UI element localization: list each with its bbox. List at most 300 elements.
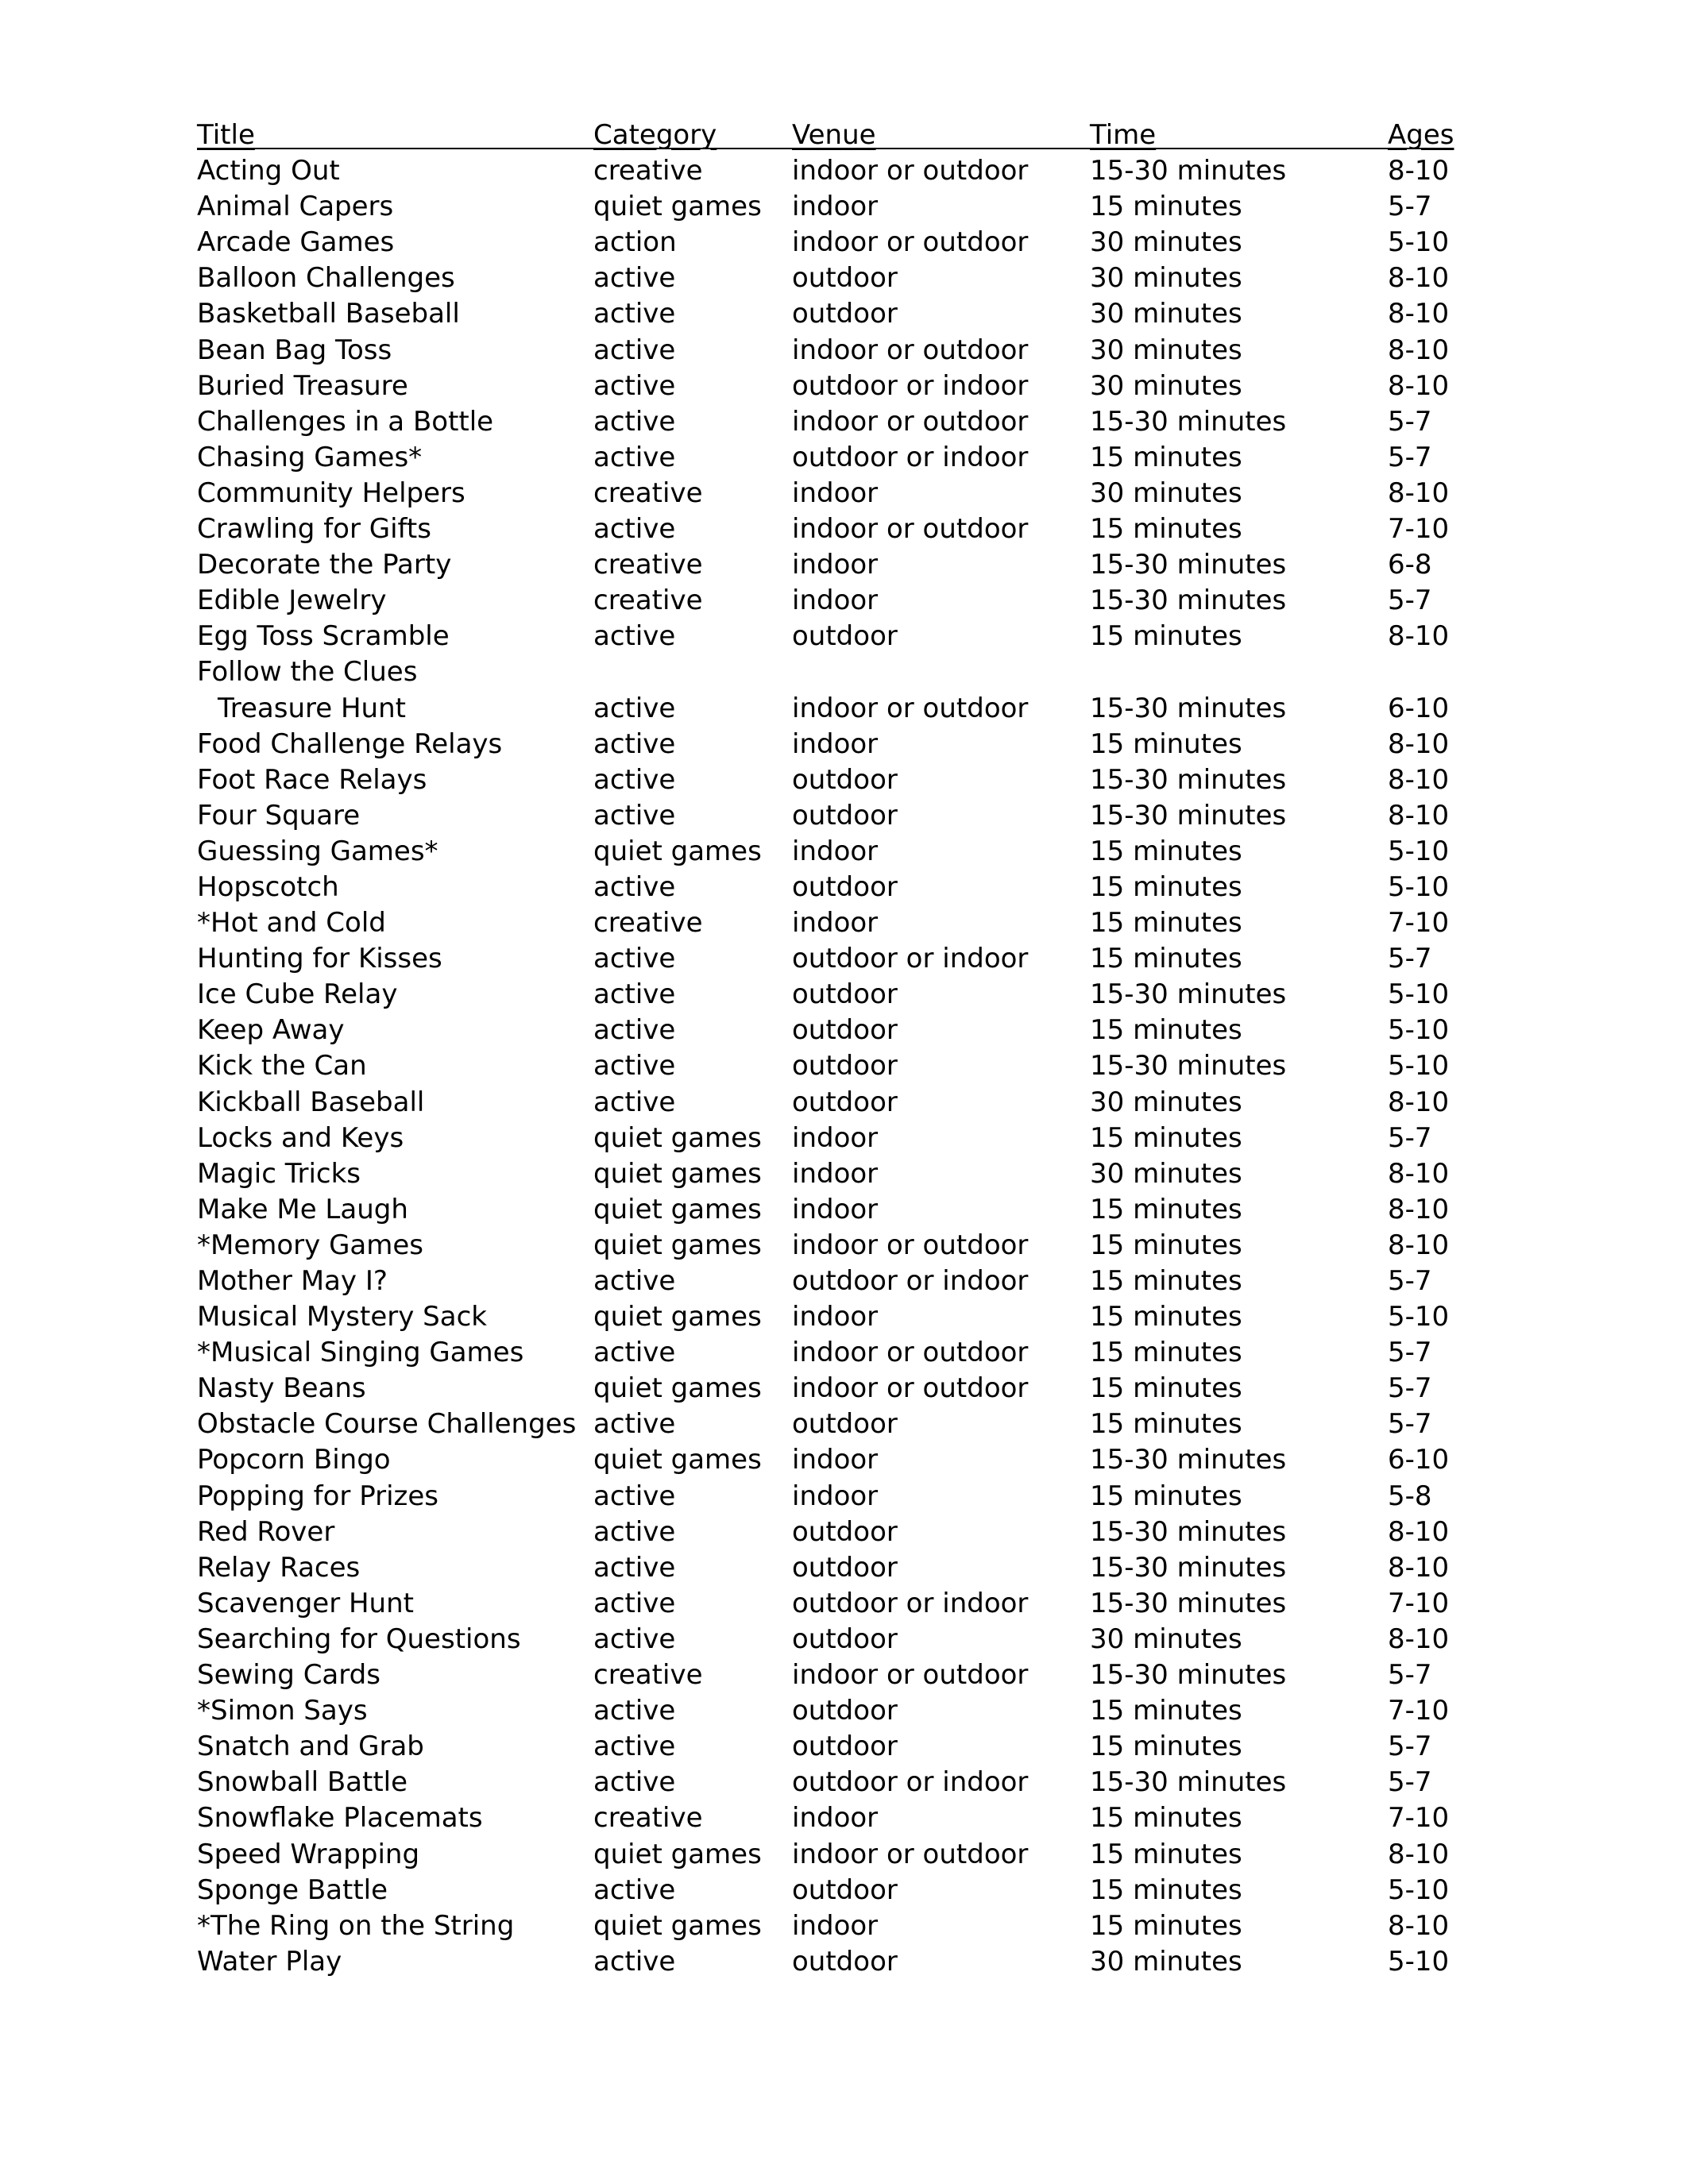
cell-category: action [593, 226, 677, 259]
cell-title: *Hot and Cold [197, 907, 386, 940]
cell-category: active [593, 1873, 676, 1906]
header-time: Time [1090, 119, 1157, 151]
cell-venue: indoor [792, 585, 879, 617]
cell-category: active [593, 1050, 676, 1082]
table-row [197, 333, 1452, 369]
cell-category: active [593, 978, 676, 1011]
cell-title: Snatch and Grab [197, 1731, 424, 1763]
cell-time: 30 minutes [1090, 298, 1242, 330]
cell-title: Hopscotch [197, 870, 339, 903]
cell-ages: 8-10 [1388, 1515, 1450, 1548]
cell-title: Kick the Can [197, 1050, 367, 1082]
cell-category: creative [593, 155, 703, 187]
cell-venue: outdoor or indoor [792, 369, 1029, 402]
cell-venue: outdoor [792, 620, 898, 653]
cell-category: active [593, 1695, 676, 1727]
cell-title: *Memory Games [197, 1229, 424, 1261]
cell-title: *The Ring on the String [197, 1909, 515, 1942]
cell-ages: 5-7 [1388, 405, 1432, 438]
cell-venue: indoor [792, 1480, 879, 1512]
cell-ages: 5-7 [1388, 1121, 1432, 1154]
cell-ages: 5-7 [1388, 1408, 1432, 1441]
cell-time: 15-30 minutes [1090, 585, 1287, 617]
cell-time: 30 minutes [1090, 1157, 1242, 1190]
table-row [197, 1657, 1452, 1693]
cell-ages: 8-10 [1388, 262, 1450, 295]
table-row [197, 905, 1452, 941]
cell-title: Obstacle Course Challenges [197, 1408, 577, 1441]
cell-title: Egg Toss Scramble [197, 620, 450, 653]
table-row [197, 1442, 1452, 1478]
cell-title: Hunting for Kisses [197, 943, 442, 975]
table-row [197, 369, 1452, 404]
cell-time: 15-30 minutes [1090, 1659, 1287, 1692]
cell-time: 15 minutes [1090, 441, 1242, 473]
cell-time: 15 minutes [1090, 1301, 1242, 1333]
cell-title: Decorate the Party [197, 549, 452, 581]
table-row [197, 511, 1452, 547]
cell-venue: indoor or outdoor [792, 1337, 1029, 1369]
cell-time: 15 minutes [1090, 1873, 1242, 1906]
cell-time: 15-30 minutes [1090, 1050, 1287, 1082]
cell-venue: indoor or outdoor [792, 513, 1029, 546]
cell-time: 15-30 minutes [1090, 1444, 1287, 1476]
cell-time: 15 minutes [1090, 1193, 1242, 1225]
cell-ages: 5-10 [1388, 226, 1450, 259]
cell-venue: indoor or outdoor [792, 1659, 1029, 1692]
table-row [197, 1299, 1452, 1335]
cell-ages: 5-7 [1388, 1731, 1432, 1763]
cell-ages: 7-10 [1388, 907, 1450, 940]
cell-time: 15 minutes [1090, 835, 1242, 867]
cell-time: 15 minutes [1090, 1265, 1242, 1297]
cell-title: Kickball Baseball [197, 1086, 425, 1118]
cell-title: Relay Races [197, 1551, 361, 1584]
cell-venue: outdoor [792, 1623, 898, 1655]
cell-category: creative [593, 585, 703, 617]
cell-title: Water Play [197, 1945, 342, 1978]
cell-ages: 8-10 [1388, 1086, 1450, 1118]
table-row [197, 1729, 1452, 1765]
cell-category: active [593, 441, 676, 473]
cell-ages: 8-10 [1388, 1551, 1450, 1584]
cell-time: 15 minutes [1090, 727, 1242, 760]
cell-category: active [593, 334, 676, 366]
cell-time: 15 minutes [1090, 1229, 1242, 1261]
table-row [197, 870, 1452, 905]
cell-venue: outdoor [792, 1086, 898, 1118]
cell-time: 15 minutes [1090, 943, 1242, 975]
cell-category: active [593, 298, 676, 330]
cell-ages: 5-10 [1388, 870, 1450, 903]
cell-venue: outdoor or indoor [792, 1265, 1029, 1297]
cell-category: active [593, 1337, 676, 1369]
cell-venue: indoor or outdoor [792, 334, 1029, 366]
cell-title: Food Challenge Relays [197, 727, 503, 760]
cell-time: 15 minutes [1090, 1337, 1242, 1369]
cell-venue: indoor [792, 191, 879, 223]
cell-time: 15-30 minutes [1090, 405, 1287, 438]
cell-venue: indoor [792, 549, 879, 581]
cell-title: Sponge Battle [197, 1873, 388, 1906]
cell-title: Acting Out [197, 155, 340, 187]
cell-ages: 5-10 [1388, 1301, 1450, 1333]
cell-time: 30 minutes [1090, 1623, 1242, 1655]
cell-title: Scavenger Hunt [197, 1587, 414, 1619]
cell-ages: 8-10 [1388, 1623, 1450, 1655]
cell-time: 15 minutes [1090, 191, 1242, 223]
cell-venue: indoor [792, 1301, 879, 1333]
cell-venue: indoor [792, 477, 879, 509]
cell-title: Ice Cube Relay [197, 978, 398, 1011]
cell-time: 15 minutes [1090, 870, 1242, 903]
cell-category: quiet games [593, 1301, 762, 1333]
cell-venue: indoor or outdoor [792, 1372, 1029, 1405]
table-row [197, 1085, 1452, 1121]
cell-category: active [593, 1623, 676, 1655]
table-row [197, 1550, 1452, 1586]
cell-time: 15 minutes [1090, 1802, 1242, 1835]
cell-title: Chasing Games* [197, 441, 423, 473]
cell-ages: 5-10 [1388, 835, 1450, 867]
cell-category: active [593, 727, 676, 760]
cell-venue: outdoor or indoor [792, 943, 1029, 975]
table-row [197, 583, 1452, 619]
cell-category: quiet games [593, 1909, 762, 1942]
cell-ages: 8-10 [1388, 298, 1450, 330]
cell-category: active [593, 262, 676, 295]
cell-category: quiet games [593, 191, 762, 223]
table-row [197, 1013, 1452, 1048]
cell-category: quiet games [593, 1372, 762, 1405]
cell-category: active [593, 1014, 676, 1047]
cell-time: 15 minutes [1090, 1014, 1242, 1047]
cell-ages: 5-10 [1388, 1945, 1450, 1978]
cell-venue: outdoor [792, 1731, 898, 1763]
cell-time: 15-30 minutes [1090, 1515, 1287, 1548]
cell-time: 30 minutes [1090, 1945, 1242, 1978]
table-row [197, 296, 1452, 332]
cell-category: active [593, 1731, 676, 1763]
cell-ages: 6-10 [1388, 692, 1450, 724]
cell-venue: outdoor [792, 1873, 898, 1906]
header-ages: Ages [1388, 119, 1454, 151]
cell-category: active [593, 692, 676, 724]
cell-category: active [593, 1480, 676, 1512]
cell-venue: indoor [792, 1802, 879, 1835]
cell-time: 30 minutes [1090, 369, 1242, 402]
cell-ages: 5-10 [1388, 978, 1450, 1011]
cell-title: Locks and Keys [197, 1121, 404, 1154]
table-row [197, 977, 1452, 1013]
table-row [197, 798, 1452, 834]
cell-title: Snowball Battle [197, 1766, 408, 1799]
cell-category: quiet games [593, 1838, 762, 1870]
table-header-row [197, 118, 1452, 153]
cell-category: quiet games [593, 835, 762, 867]
table-row [197, 1371, 1452, 1406]
table-row [197, 727, 1452, 762]
cell-title: Searching for Questions [197, 1623, 521, 1655]
cell-venue: outdoor [792, 870, 898, 903]
table-row [197, 1837, 1452, 1873]
cell-venue: indoor or outdoor [792, 1838, 1029, 1870]
cell-ages: 6-10 [1388, 1444, 1450, 1476]
cell-time: 15 minutes [1090, 1909, 1242, 1942]
table-row [197, 225, 1452, 260]
cell-venue: indoor or outdoor [792, 692, 1029, 724]
cell-time: 15 minutes [1090, 1121, 1242, 1154]
cell-title: Edible Jewelry [197, 585, 387, 617]
table-row [197, 404, 1452, 440]
cell-time: 15 minutes [1090, 1480, 1242, 1512]
cell-title: Popping for Prizes [197, 1480, 439, 1512]
table-row [197, 834, 1452, 870]
cell-ages: 5-10 [1388, 1873, 1450, 1906]
cell-ages: 8-10 [1388, 1838, 1450, 1870]
cell-time: 15-30 minutes [1090, 1587, 1287, 1619]
cell-ages: 8-10 [1388, 1229, 1450, 1261]
cell-venue: indoor [792, 1909, 879, 1942]
cell-category: quiet games [593, 1121, 762, 1154]
cell-title: Nasty Beans [197, 1372, 366, 1405]
cell-ages: 7-10 [1388, 513, 1450, 546]
cell-ages: 8-10 [1388, 1909, 1450, 1942]
cell-title: Buried Treasure [197, 369, 408, 402]
cell-category: quiet games [593, 1229, 762, 1261]
cell-title: Make Me Laugh [197, 1193, 408, 1225]
table-row [197, 1264, 1452, 1299]
cell-ages: 5-10 [1388, 1014, 1450, 1047]
cell-title: Speed Wrapping [197, 1838, 420, 1870]
cell-ages: 8-10 [1388, 1157, 1450, 1190]
cell-venue: outdoor or indoor [792, 441, 1029, 473]
cell-time: 15 minutes [1090, 1731, 1242, 1763]
cell-venue: outdoor [792, 1515, 898, 1548]
cell-ages: 8-10 [1388, 1193, 1450, 1225]
cell-venue: outdoor [792, 1014, 898, 1047]
table-row [197, 1765, 1452, 1800]
cell-category: active [593, 1945, 676, 1978]
cell-time: 15 minutes [1090, 513, 1242, 546]
cell-venue: indoor [792, 1193, 879, 1225]
cell-ages: 5-7 [1388, 1372, 1432, 1405]
table-body [197, 153, 1452, 1980]
cell-ages: 8-10 [1388, 334, 1450, 366]
cell-venue: indoor [792, 1121, 879, 1154]
cell-category: active [593, 1265, 676, 1297]
cell-title: Bean Bag Toss [197, 334, 392, 366]
cell-title: Challenges in a Bottle [197, 405, 494, 438]
cell-title: *Simon Says [197, 1695, 368, 1727]
cell-category: active [593, 1551, 676, 1584]
cell-ages: 6-8 [1388, 549, 1432, 581]
table-row [197, 1800, 1452, 1836]
table-row [197, 440, 1452, 476]
cell-ages: 8-10 [1388, 477, 1450, 509]
cell-time: 30 minutes [1090, 477, 1242, 509]
cell-category: quiet games [593, 1157, 762, 1190]
table-row [197, 547, 1452, 583]
cell-title: Magic Tricks [197, 1157, 361, 1190]
cell-time: 15 minutes [1090, 1372, 1242, 1405]
cell-ages: 5-7 [1388, 1766, 1432, 1799]
cell-venue: indoor [792, 727, 879, 760]
table-row [197, 691, 1452, 727]
cell-title: Basketball Baseball [197, 298, 460, 330]
cell-category: creative [593, 477, 703, 509]
cell-venue: outdoor [792, 1945, 898, 1978]
cell-time: 15-30 minutes [1090, 1766, 1287, 1799]
cell-category: active [593, 943, 676, 975]
table-row [197, 1873, 1452, 1908]
cell-category: creative [593, 1802, 703, 1835]
cell-time: 15 minutes [1090, 1695, 1242, 1727]
cell-ages: 5-7 [1388, 441, 1432, 473]
games-table [197, 118, 1452, 1980]
table-row [197, 1156, 1452, 1192]
cell-category: active [593, 870, 676, 903]
cell-category: active [593, 620, 676, 653]
cell-venue: indoor [792, 835, 879, 867]
cell-ages: 5-7 [1388, 1265, 1432, 1297]
cell-venue: outdoor [792, 978, 898, 1011]
cell-category: active [593, 763, 676, 796]
header-venue: Venue [792, 119, 876, 151]
table-row [197, 476, 1452, 511]
cell-category: creative [593, 907, 703, 940]
cell-time: 15-30 minutes [1090, 763, 1287, 796]
cell-time: 15-30 minutes [1090, 978, 1287, 1011]
cell-ages: 8-10 [1388, 763, 1450, 796]
table-row [197, 1479, 1452, 1515]
cell-venue: outdoor or indoor [792, 1587, 1029, 1619]
table-row [197, 1586, 1452, 1622]
cell-category: active [593, 1086, 676, 1118]
header-category: Category [593, 119, 717, 151]
cell-title: Mother May I? [197, 1265, 388, 1297]
table-row [197, 260, 1452, 296]
header-title: Title [197, 119, 255, 151]
cell-category: creative [593, 1659, 703, 1692]
cell-time: 15 minutes [1090, 907, 1242, 940]
cell-venue: outdoor [792, 799, 898, 832]
cell-venue: outdoor or indoor [792, 1766, 1029, 1799]
cell-ages: 8-10 [1388, 155, 1450, 187]
table-row [197, 1908, 1452, 1944]
cell-venue: indoor or outdoor [792, 405, 1029, 438]
cell-ages: 7-10 [1388, 1587, 1450, 1619]
cell-ages: 5-8 [1388, 1480, 1432, 1512]
cell-title: Treasure Hunt [218, 692, 406, 724]
cell-time: 15-30 minutes [1090, 549, 1287, 581]
cell-title: Foot Race Relays [197, 763, 427, 796]
cell-title: Follow the Clues [197, 656, 418, 689]
cell-ages: 5-7 [1388, 1337, 1432, 1369]
cell-venue: indoor [792, 907, 879, 940]
cell-title: Guessing Games* [197, 835, 438, 867]
cell-time: 15 minutes [1090, 1838, 1242, 1870]
table-row [197, 1515, 1452, 1550]
table-row [197, 189, 1452, 225]
table-row [197, 1406, 1452, 1442]
cell-venue: outdoor [792, 1551, 898, 1584]
cell-category: active [593, 1587, 676, 1619]
cell-time: 15-30 minutes [1090, 155, 1287, 187]
cell-ages: 8-10 [1388, 799, 1450, 832]
cell-category: active [593, 405, 676, 438]
cell-title: Musical Mystery Sack [197, 1301, 487, 1333]
cell-title: Four Square [197, 799, 361, 832]
cell-venue: outdoor [792, 763, 898, 796]
cell-time: 15 minutes [1090, 1408, 1242, 1441]
cell-ages: 7-10 [1388, 1695, 1450, 1727]
cell-category: active [593, 1515, 676, 1548]
cell-title: Balloon Challenges [197, 262, 455, 295]
cell-title: Community Helpers [197, 477, 465, 509]
table-row [197, 1693, 1452, 1729]
cell-time: 30 minutes [1090, 334, 1242, 366]
table-row [197, 1048, 1452, 1084]
cell-category: quiet games [593, 1193, 762, 1225]
table-row [197, 1335, 1452, 1371]
cell-time: 30 minutes [1090, 226, 1242, 259]
cell-ages: 8-10 [1388, 620, 1450, 653]
cell-time: 30 minutes [1090, 262, 1242, 295]
cell-ages: 5-7 [1388, 585, 1432, 617]
cell-ages: 5-7 [1388, 1659, 1432, 1692]
cell-time: 15-30 minutes [1090, 1551, 1287, 1584]
cell-venue: outdoor [792, 1695, 898, 1727]
cell-category: active [593, 369, 676, 402]
cell-title: *Musical Singing Games [197, 1337, 524, 1369]
table-row [197, 619, 1452, 654]
cell-venue: indoor [792, 1157, 879, 1190]
cell-title: Arcade Games [197, 226, 395, 259]
cell-venue: outdoor [792, 298, 898, 330]
cell-category: active [593, 1766, 676, 1799]
table-row [197, 1622, 1452, 1657]
cell-ages: 5-10 [1388, 1050, 1450, 1082]
cell-category: quiet games [593, 1444, 762, 1476]
cell-ages: 8-10 [1388, 369, 1450, 402]
cell-time: 15-30 minutes [1090, 799, 1287, 832]
table-row [197, 1192, 1452, 1228]
cell-ages: 5-7 [1388, 943, 1432, 975]
cell-category: active [593, 513, 676, 546]
cell-category: creative [593, 549, 703, 581]
cell-ages: 8-10 [1388, 727, 1450, 760]
cell-venue: indoor or outdoor [792, 226, 1029, 259]
cell-title: Animal Capers [197, 191, 394, 223]
cell-title: Red Rover [197, 1515, 335, 1548]
cell-title: Keep Away [197, 1014, 345, 1047]
table-row [197, 654, 1452, 690]
table-row [197, 941, 1452, 977]
cell-ages: 7-10 [1388, 1802, 1450, 1835]
cell-title: Sewing Cards [197, 1659, 380, 1692]
cell-venue: outdoor [792, 1408, 898, 1441]
table-row [197, 762, 1452, 798]
cell-title: Popcorn Bingo [197, 1444, 391, 1476]
table-row [197, 1944, 1452, 1980]
cell-venue: indoor or outdoor [792, 1229, 1029, 1261]
cell-title: Crawling for Gifts [197, 513, 431, 546]
cell-category: active [593, 1408, 676, 1441]
cell-time: 30 minutes [1090, 1086, 1242, 1118]
cell-time: 15-30 minutes [1090, 692, 1287, 724]
cell-venue: indoor or outdoor [792, 155, 1029, 187]
